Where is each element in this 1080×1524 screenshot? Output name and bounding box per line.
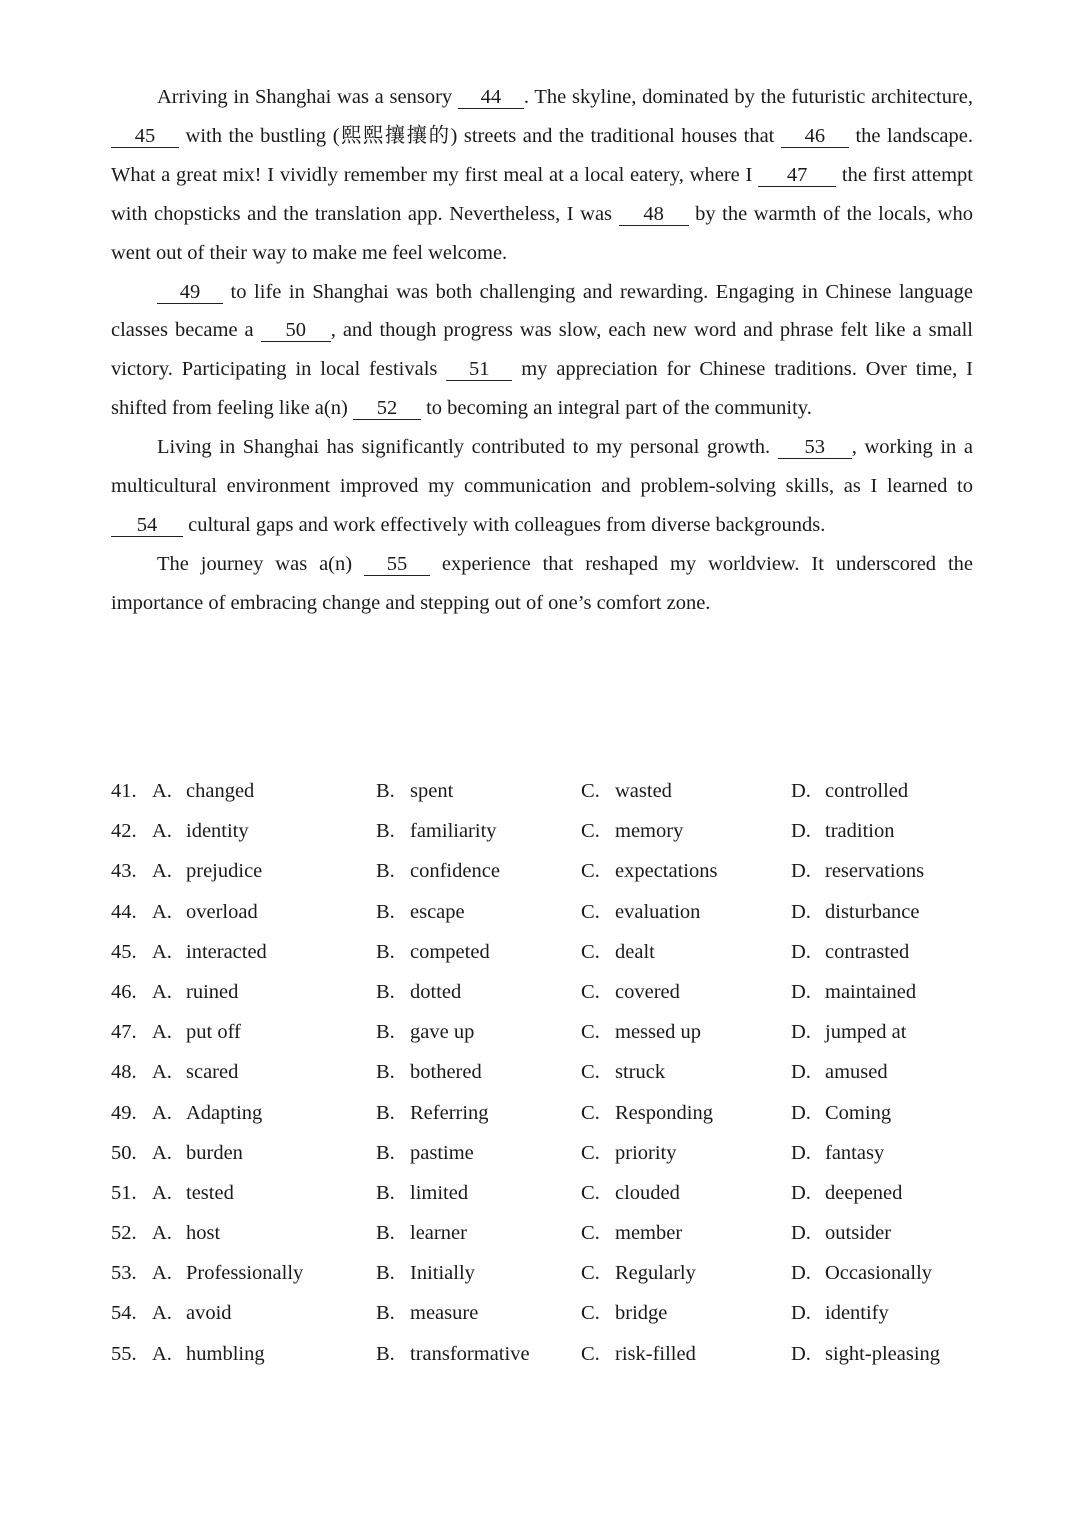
question-row: [111, 1302, 991, 1342]
question-row: [111, 1262, 991, 1302]
option-c[interactable]: [581, 981, 680, 1004]
option-text: member: [615, 1222, 683, 1245]
option-letter: D.: [791, 1141, 811, 1164]
option-b[interactable]: [376, 1182, 468, 1205]
option-text: confidence: [410, 860, 500, 883]
option-c[interactable]: [581, 1142, 677, 1165]
option-letter: B.: [376, 1061, 395, 1084]
question-number: 42.: [111, 820, 137, 843]
option-letter: C.: [581, 1021, 600, 1044]
option-letter: C.: [581, 980, 600, 1003]
option-text: reservations: [825, 860, 925, 883]
option-letter: B.: [376, 1222, 395, 1245]
option-text: evaluation: [615, 900, 701, 923]
option-text: transformative: [410, 1342, 530, 1365]
option-a[interactable]: [152, 981, 238, 1004]
question-row: [111, 1222, 991, 1262]
option-letter: B.: [376, 1101, 395, 1124]
option-b[interactable]: [376, 860, 500, 883]
option-letter: C.: [581, 1141, 600, 1164]
option-letter: D.: [791, 1181, 811, 1204]
option-d[interactable]: [791, 1222, 891, 1245]
option-text: disturbance: [825, 900, 920, 923]
option-letter: A.: [152, 1181, 172, 1204]
option-letter: B.: [376, 1181, 395, 1204]
option-text: deepened: [825, 1181, 903, 1204]
option-b[interactable]: [376, 1262, 475, 1285]
option-text: memory: [615, 820, 684, 843]
option-letter: B.: [376, 1021, 395, 1044]
option-letter: D.: [791, 1061, 811, 1084]
option-text: ruined: [186, 980, 239, 1003]
option-text: competed: [410, 940, 490, 963]
option-letter: C.: [581, 1181, 600, 1204]
question-number: 51.: [111, 1181, 137, 1204]
option-letter: A.: [152, 1101, 172, 1124]
option-text: fantasy: [825, 1141, 885, 1164]
option-letter: A.: [152, 780, 172, 802]
option-d[interactable]: [791, 820, 894, 843]
option-text: limited: [410, 1181, 469, 1204]
option-text: Referring: [410, 1101, 489, 1124]
option-text: avoid: [186, 1302, 232, 1325]
option-text: maintained: [825, 980, 917, 1003]
option-d[interactable]: [791, 860, 924, 883]
option-text: host: [186, 1222, 221, 1245]
option-letter: B.: [376, 900, 395, 923]
option-c[interactable]: [581, 941, 655, 964]
option-text: measure: [410, 1302, 479, 1325]
question-row: [111, 901, 991, 941]
option-text: messed up: [615, 1021, 701, 1044]
question-row: [111, 860, 991, 900]
option-a[interactable]: [152, 941, 267, 964]
option-letter: A.: [152, 1061, 172, 1084]
question-row: [111, 1142, 991, 1182]
option-letter: C.: [581, 1262, 600, 1285]
option-b[interactable]: [376, 820, 497, 843]
option-text: Regularly: [615, 1262, 696, 1285]
passage-text: by the warmth of the locals, who went out of their way to make me feel welcome.: [111, 202, 973, 264]
option-text: tested: [186, 1181, 234, 1204]
option-text: Adapting: [186, 1101, 263, 1124]
option-text: bothered: [410, 1061, 482, 1084]
question-number: 46.: [111, 980, 137, 1003]
option-text: familiarity: [410, 820, 497, 843]
option-b[interactable]: [376, 1021, 474, 1044]
option-letter: D.: [791, 1101, 811, 1124]
option-letter: D.: [791, 940, 811, 963]
option-text: tradition: [825, 820, 895, 843]
option-c[interactable]: [581, 1061, 665, 1084]
question-number: 55.: [111, 1342, 137, 1365]
option-d[interactable]: [791, 1262, 932, 1285]
option-d[interactable]: [791, 901, 920, 924]
option-letter: C.: [581, 1101, 600, 1124]
question-number: 41.: [111, 780, 137, 802]
option-text: Coming: [825, 1101, 892, 1124]
question-row: [111, 941, 991, 981]
option-d[interactable]: [791, 1343, 940, 1366]
option-d[interactable]: [791, 941, 909, 964]
option-letter: A.: [152, 1141, 172, 1164]
option-letter: B.: [376, 940, 395, 963]
question-number: 47.: [111, 1021, 137, 1044]
option-c[interactable]: [581, 1302, 667, 1325]
option-a[interactable]: [152, 1102, 262, 1125]
option-letter: B.: [376, 980, 395, 1003]
question-row: [111, 1021, 991, 1061]
option-text: burden: [186, 1141, 243, 1164]
option-text: escape: [410, 900, 465, 923]
option-text: overload: [186, 900, 258, 923]
option-letter: B.: [376, 860, 395, 883]
question-number: 45.: [111, 940, 137, 963]
option-letter: D.: [791, 1302, 811, 1325]
option-d[interactable]: [791, 1061, 888, 1084]
option-a[interactable]: [152, 820, 249, 843]
option-letter: A.: [152, 1342, 172, 1365]
option-d[interactable]: [791, 1302, 889, 1325]
option-letter: D.: [791, 820, 811, 843]
option-a[interactable]: [152, 1222, 220, 1245]
blank-48[interactable]: 48: [619, 203, 689, 226]
passage-text: Arriving in Shanghai was a sensory: [157, 86, 458, 108]
option-a[interactable]: [152, 860, 262, 883]
option-c[interactable]: [581, 1262, 696, 1285]
question-row: [111, 981, 991, 1021]
option-d[interactable]: [791, 1021, 906, 1044]
passage-text: the landscape. What a great mix! I vividly remember my first meal at a local eatery, where I: [111, 124, 973, 186]
passage-text: cultural gaps and work effectively with colleagues from diverse backgrounds.: [183, 513, 826, 536]
question-row: [111, 1182, 991, 1222]
answer-options: [111, 780, 991, 1383]
option-text: Occasionally: [825, 1262, 933, 1285]
question-row: [111, 820, 991, 860]
option-letter: C.: [581, 860, 600, 883]
option-d[interactable]: [791, 780, 908, 803]
option-letter: C.: [581, 1342, 600, 1365]
option-letter: B.: [376, 1302, 395, 1325]
option-text: changed: [186, 780, 255, 802]
cloze-passage: [111, 78, 973, 623]
blank-54[interactable]: 54: [111, 514, 183, 537]
option-letter: A.: [152, 1021, 172, 1044]
option-letter: D.: [791, 1262, 811, 1285]
option-c[interactable]: [581, 780, 672, 803]
option-c[interactable]: [581, 1182, 680, 1205]
option-b[interactable]: [376, 901, 465, 924]
option-a[interactable]: [152, 1021, 241, 1044]
option-text: put off: [186, 1021, 241, 1044]
option-c[interactable]: [581, 1021, 701, 1044]
option-text: humbling: [186, 1342, 265, 1365]
passage-text: to becoming an integral part of the community.: [420, 397, 812, 420]
blank-50[interactable]: 50: [261, 319, 331, 342]
option-a[interactable]: [152, 1142, 243, 1165]
blank-47[interactable]: 47: [758, 164, 836, 187]
option-text: contrasted: [825, 940, 910, 963]
blank-45[interactable]: 45: [111, 125, 179, 148]
option-letter: A.: [152, 1222, 172, 1245]
blank-55[interactable]: 55: [364, 553, 430, 576]
passage-text: . The skyline, dominated by the futuristic architecture,: [523, 86, 974, 108]
option-b[interactable]: [376, 1102, 489, 1125]
option-text: spent: [410, 780, 454, 802]
option-letter: C.: [581, 780, 600, 802]
option-letter: C.: [581, 1302, 600, 1325]
option-c[interactable]: [581, 860, 717, 883]
option-a[interactable]: [152, 1182, 234, 1205]
option-text: Initially: [410, 1262, 475, 1285]
option-text: clouded: [615, 1181, 680, 1204]
passage-text: , and though progress was slow, each new word and phrase felt like a small victory. Participating in local festivals: [111, 319, 974, 381]
question-row: [111, 1102, 991, 1142]
option-c[interactable]: [581, 1343, 696, 1366]
question-number: 48.: [111, 1061, 137, 1084]
question-number: 44.: [111, 900, 137, 923]
blank-46[interactable]: 46: [781, 125, 849, 148]
option-b[interactable]: [376, 941, 490, 964]
option-a[interactable]: [152, 901, 258, 924]
option-letter: C.: [581, 820, 600, 843]
passage-text: the first attempt with chopsticks and the translation app. Nevertheless, I was: [111, 163, 973, 225]
option-text: amused: [825, 1061, 888, 1084]
option-text: priority: [615, 1141, 677, 1164]
option-b[interactable]: [376, 981, 461, 1004]
option-text: identity: [186, 820, 249, 843]
option-a[interactable]: [152, 1302, 232, 1325]
paragraph-1: [111, 78, 973, 273]
option-letter: B.: [376, 1342, 395, 1365]
option-text: wasted: [615, 780, 672, 802]
option-d[interactable]: [791, 1182, 902, 1205]
paragraph-3: [111, 428, 973, 545]
blank-51[interactable]: 51: [446, 358, 512, 381]
question-row: [111, 1343, 991, 1383]
option-b[interactable]: [376, 1343, 530, 1366]
question-number: 49.: [111, 1101, 137, 1124]
option-letter: D.: [791, 1222, 811, 1245]
option-b[interactable]: [376, 1061, 482, 1084]
option-c[interactable]: [581, 820, 683, 843]
option-a[interactable]: [152, 1343, 265, 1366]
option-letter: C.: [581, 940, 600, 963]
option-letter: D.: [791, 980, 811, 1003]
option-letter: A.: [152, 820, 172, 843]
passage-text: The journey was a(n): [157, 552, 364, 575]
question-number: 50.: [111, 1141, 137, 1164]
option-c[interactable]: [581, 1222, 682, 1245]
option-text: expectations: [615, 860, 718, 883]
blank-49[interactable]: 49: [157, 281, 223, 304]
option-letter: B.: [376, 1262, 395, 1285]
option-letter: C.: [581, 1222, 600, 1245]
option-c[interactable]: [581, 1102, 713, 1125]
passage-text: to life in Shanghai was both challenging and rewarding. Engaging in Chinese language classes became a: [111, 280, 973, 342]
option-a[interactable]: [152, 780, 254, 803]
option-letter: D.: [791, 860, 811, 883]
option-a[interactable]: [152, 1061, 238, 1084]
option-letter: C.: [581, 900, 600, 923]
option-d[interactable]: [791, 1102, 891, 1125]
option-text: risk-filled: [615, 1342, 696, 1365]
option-d[interactable]: [791, 981, 916, 1004]
option-text: dotted: [410, 980, 462, 1003]
option-a[interactable]: [152, 1262, 303, 1285]
option-text: dealt: [615, 940, 655, 963]
option-letter: B.: [376, 780, 395, 802]
passage-text: with the bustling (熙熙攘攘的) streets and the traditional houses that: [179, 124, 781, 147]
option-letter: A.: [152, 980, 172, 1003]
option-letter: B.: [376, 1141, 395, 1164]
option-letter: A.: [152, 1302, 172, 1325]
option-letter: D.: [791, 900, 811, 923]
passage-text: experience that reshaped my worldview. It underscored the importance of embracing change and stepping out of one’s comfort zone.: [111, 552, 973, 614]
option-text: interacted: [186, 940, 267, 963]
option-text: bridge: [615, 1302, 668, 1325]
option-text: jumped at: [825, 1021, 907, 1044]
question-number: 54.: [111, 1302, 137, 1325]
option-letter: A.: [152, 940, 172, 963]
blank-53[interactable]: 53: [778, 436, 852, 459]
option-text: outsider: [825, 1222, 892, 1245]
passage-text: Living in Shanghai has significantly contributed to my personal growth.: [157, 436, 778, 459]
option-letter: C.: [581, 1061, 600, 1084]
question-number: 53.: [111, 1262, 137, 1285]
paragraph-4: [111, 545, 973, 623]
option-letter: B.: [376, 820, 395, 843]
passage-text: , working in a multicultural environment improved my communication and problem-solving skills, as I learned to: [111, 436, 973, 498]
option-letter: D.: [791, 1342, 811, 1365]
option-d[interactable]: [791, 1142, 884, 1165]
option-letter: A.: [152, 900, 172, 923]
option-text: Responding: [615, 1101, 713, 1124]
option-text: gave up: [410, 1021, 475, 1044]
option-text: controlled: [825, 780, 909, 802]
option-b[interactable]: [376, 1222, 467, 1245]
paragraph-2: [111, 273, 973, 429]
option-text: Professionally: [186, 1262, 304, 1285]
option-c[interactable]: [581, 901, 700, 924]
blank-44[interactable]: 44: [458, 86, 524, 109]
option-text: learner: [410, 1222, 467, 1245]
blank-52[interactable]: 52: [353, 397, 421, 420]
passage-text: my appreciation for Chinese traditions. Over time, I shifted from feeling like a(n): [111, 358, 973, 420]
option-text: covered: [615, 980, 680, 1003]
option-text: prejudice: [186, 860, 263, 883]
question-row: [111, 1061, 991, 1101]
option-text: pastime: [410, 1141, 474, 1164]
option-letter: D.: [791, 1021, 811, 1044]
option-b[interactable]: [376, 1302, 478, 1325]
option-letter: A.: [152, 1262, 172, 1285]
option-letter: D.: [791, 780, 811, 802]
option-text: struck: [615, 1061, 666, 1084]
option-text: identify: [825, 1302, 889, 1325]
question-number: 52.: [111, 1222, 137, 1245]
question-number: 43.: [111, 860, 137, 883]
option-letter: A.: [152, 860, 172, 883]
option-text: sight-pleasing: [825, 1342, 941, 1365]
option-b[interactable]: [376, 780, 453, 803]
question-row: [111, 780, 991, 820]
option-text: scared: [186, 1061, 239, 1084]
option-b[interactable]: [376, 1142, 474, 1165]
